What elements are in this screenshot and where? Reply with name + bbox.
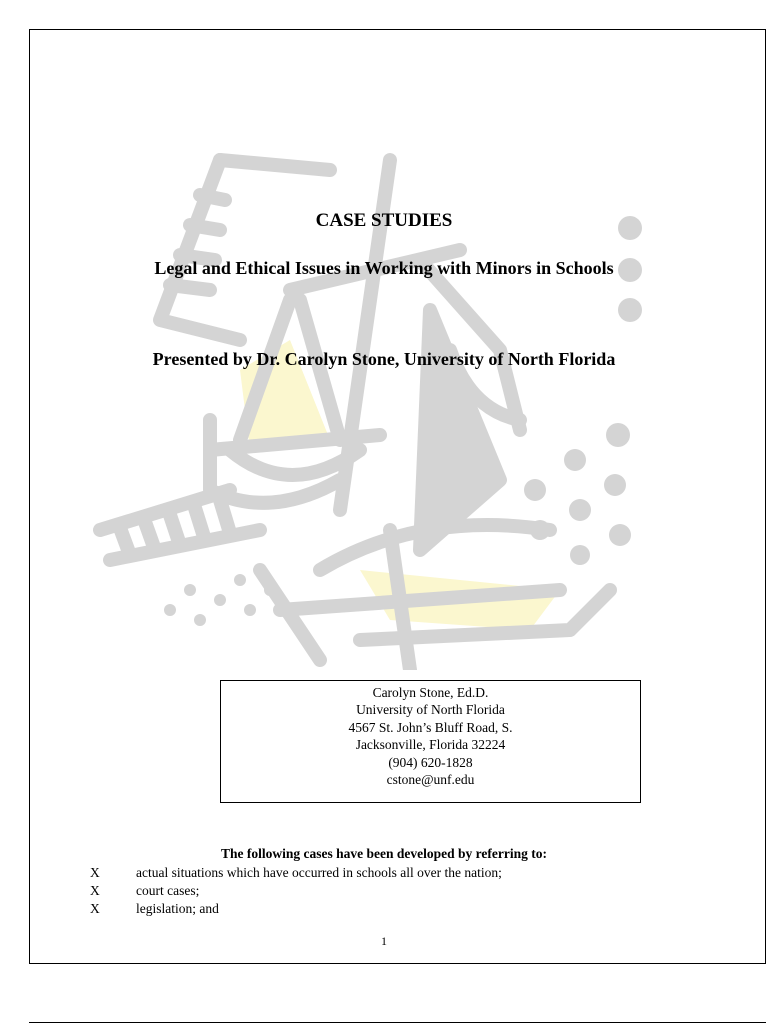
- presenter-line: Presented by Dr. Carolyn Stone, University of North Florida: [152, 349, 616, 369]
- contact-name: Carolyn Stone, Ed.D.: [372, 685, 489, 700]
- contact-info-box: [220, 680, 641, 803]
- bullet-mark: X: [90, 901, 100, 916]
- bullet-mark: X: [90, 865, 100, 880]
- bullet-text: legislation; and: [136, 901, 219, 916]
- bullet-text: actual situations which have occurred in schools all over the nation;: [136, 865, 502, 880]
- document-subtitle: Legal and Ethical Issues in Working with Minors in Schools: [154, 258, 614, 278]
- intro-heading: The following cases have been developed by referring to:: [221, 846, 547, 861]
- page-number: 1: [381, 934, 387, 948]
- contact-email: cstone@unf.edu: [386, 772, 475, 788]
- contact-phone: (904) 620-1828: [388, 754, 473, 770]
- bullet-mark: X: [90, 883, 100, 898]
- bottom-rule: [29, 1022, 766, 1023]
- contact-institution: University of North Florida: [356, 702, 505, 718]
- bullet-text: court cases;: [136, 883, 200, 898]
- contact-street: 4567 St. John’s Bluff Road, S.: [348, 719, 513, 735]
- contact-city: Jacksonville, Florida 32224: [355, 737, 506, 753]
- document-title: CASE STUDIES: [315, 210, 453, 231]
